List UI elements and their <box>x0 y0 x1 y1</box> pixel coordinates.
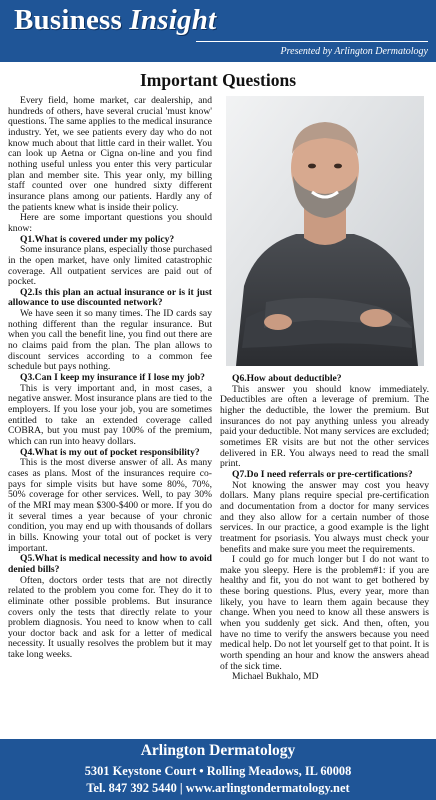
author-signature: Michael Bukhalo, MD <box>232 671 319 683</box>
publication-subtitle: Presented by Arlington Dermatology <box>280 46 428 57</box>
article-paragraph: Here are some important questions you should know: <box>8 212 212 234</box>
footer-address: 5301 Keystone Court • Rolling Meadows, IL 60008 <box>84 764 352 778</box>
article-paragraph: Often, doctors order tests that are not directly related to the problem you come for. They do it to eliminate other possible problems. But insurance covers only the tests that directly relate to your problem diagnosis. You need to know when to call your doctor back and ask for a letter of medical necessity. It usually resolves the problem but it may take long weeks. <box>8 574 212 661</box>
footer-practice-name: Arlington Dermatology <box>140 742 296 759</box>
article-left-column <box>8 96 212 661</box>
article-paragraph: I could go for much longer but I do not want to make you sleepy. Here is the problem#1: if you are healthy and fit, you do not want to get bothered by these boring questions. Plus, every year, more than likely, you have to learn them again because they change. When you need to know all these answers is when you suddenly get sick. And then, often, you have no time to verify the answers because you need medical help. Do not let yourself get to that point. It is worth spending an hour and know the answers ahead of the sick time. <box>220 554 429 672</box>
article-paragraph: Not knowing the answer may cost you heavy dollars. Many plans require special pre-certification and documentation from a doctor for many services and they also allow for a certain number of those services. In our practice, a good example is the light treatment for psoriasis. You always must check your benefits and make sure you meet the requirements. <box>220 479 429 555</box>
header-banner <box>0 0 436 62</box>
article-paragraph: This is very important and, in most cases, a negative answer. Most insurance plans are tied to the employers. If you lose your job, you are sometimes entitled to take an extended coverage called COBRA, but you must pay 100% of the premium, which can run into heavy dollars. <box>8 382 212 447</box>
author-portrait-image <box>226 96 424 366</box>
article-paragraph: This answer you should know immediately. Deductibles are often a leverage of premium. The higher the deductible, the lower the premium. But insurances do not pay anything unless you already paid your deductible. Not many services are excluded; sometimes ER visits are but not the other services delivered in ER. You always need to read the small print. <box>220 383 429 470</box>
author-photo <box>226 96 424 366</box>
footer-banner <box>0 739 436 800</box>
article-heading: Important Questions <box>139 70 297 90</box>
question-heading: Q3.Can I keep my insurance if I lose my job? <box>20 372 205 384</box>
question-heading: Q7.Do I need referrals or pre-certifications? <box>232 468 413 480</box>
question-heading: Q6.How about deductible? <box>232 373 342 384</box>
question-heading: Q4.What is my out of pocket responsibility? <box>20 446 200 458</box>
article-paragraph: We have seen it so many times. The ID cards say nothing different than the regular insurance. But when you call the benefit line, you find out there are no claims paid from the plan. The plan allows to discount services according to a common fee schedule but pays nothing. <box>8 308 212 373</box>
article-paragraph: Some insurance plans, especially those purchased in the open market, have only limited catastrophic coverage. All outpatient services are paid out of pocket. <box>8 244 212 288</box>
footer-contact: Tel. 847 392 5440 | www.arlingtondermatology.net <box>86 781 350 795</box>
article-right-column <box>220 374 429 683</box>
question-heading: Q5.What is medical necessity and how to avoid denied bills? <box>8 553 212 575</box>
question-heading: Q2.Is this plan an actual insurance or is it just allowance to use discounted network? <box>8 286 212 309</box>
question-heading: Q1.What is covered under my policy? <box>20 233 175 245</box>
publication-title: Business Insight <box>14 4 217 36</box>
banner-rule <box>196 41 428 42</box>
article-paragraph: Every field, home market, car dealership, and hundreds of others, have several crucial 'must know' questions. The same applies to the medical insurance industry. Yet, we see patients every day who do not know much about that little card in their wallet. You can look up Aetna or Cigna on-line and you find nothing useful unless you enter this very particular plan and member site. This year only, my billing staff counted over one hundred sixty different insurance plans among our patients. Hardly any of the patients knew what is inside their policy. <box>8 95 212 213</box>
article-paragraph: This is the most diverse answer of all. As many cases as plans. Most of the insurances require co-pays for simple visits but have some 80%, 70%, 50% coverage for other services. Well, to pay 30% of the MRI may mean $300-$400 or more. If you do it several times a year because of your chronic condition, you may end up with thousands of dollars in bills. Knowing your total out of pocket is very important. <box>8 457 212 554</box>
